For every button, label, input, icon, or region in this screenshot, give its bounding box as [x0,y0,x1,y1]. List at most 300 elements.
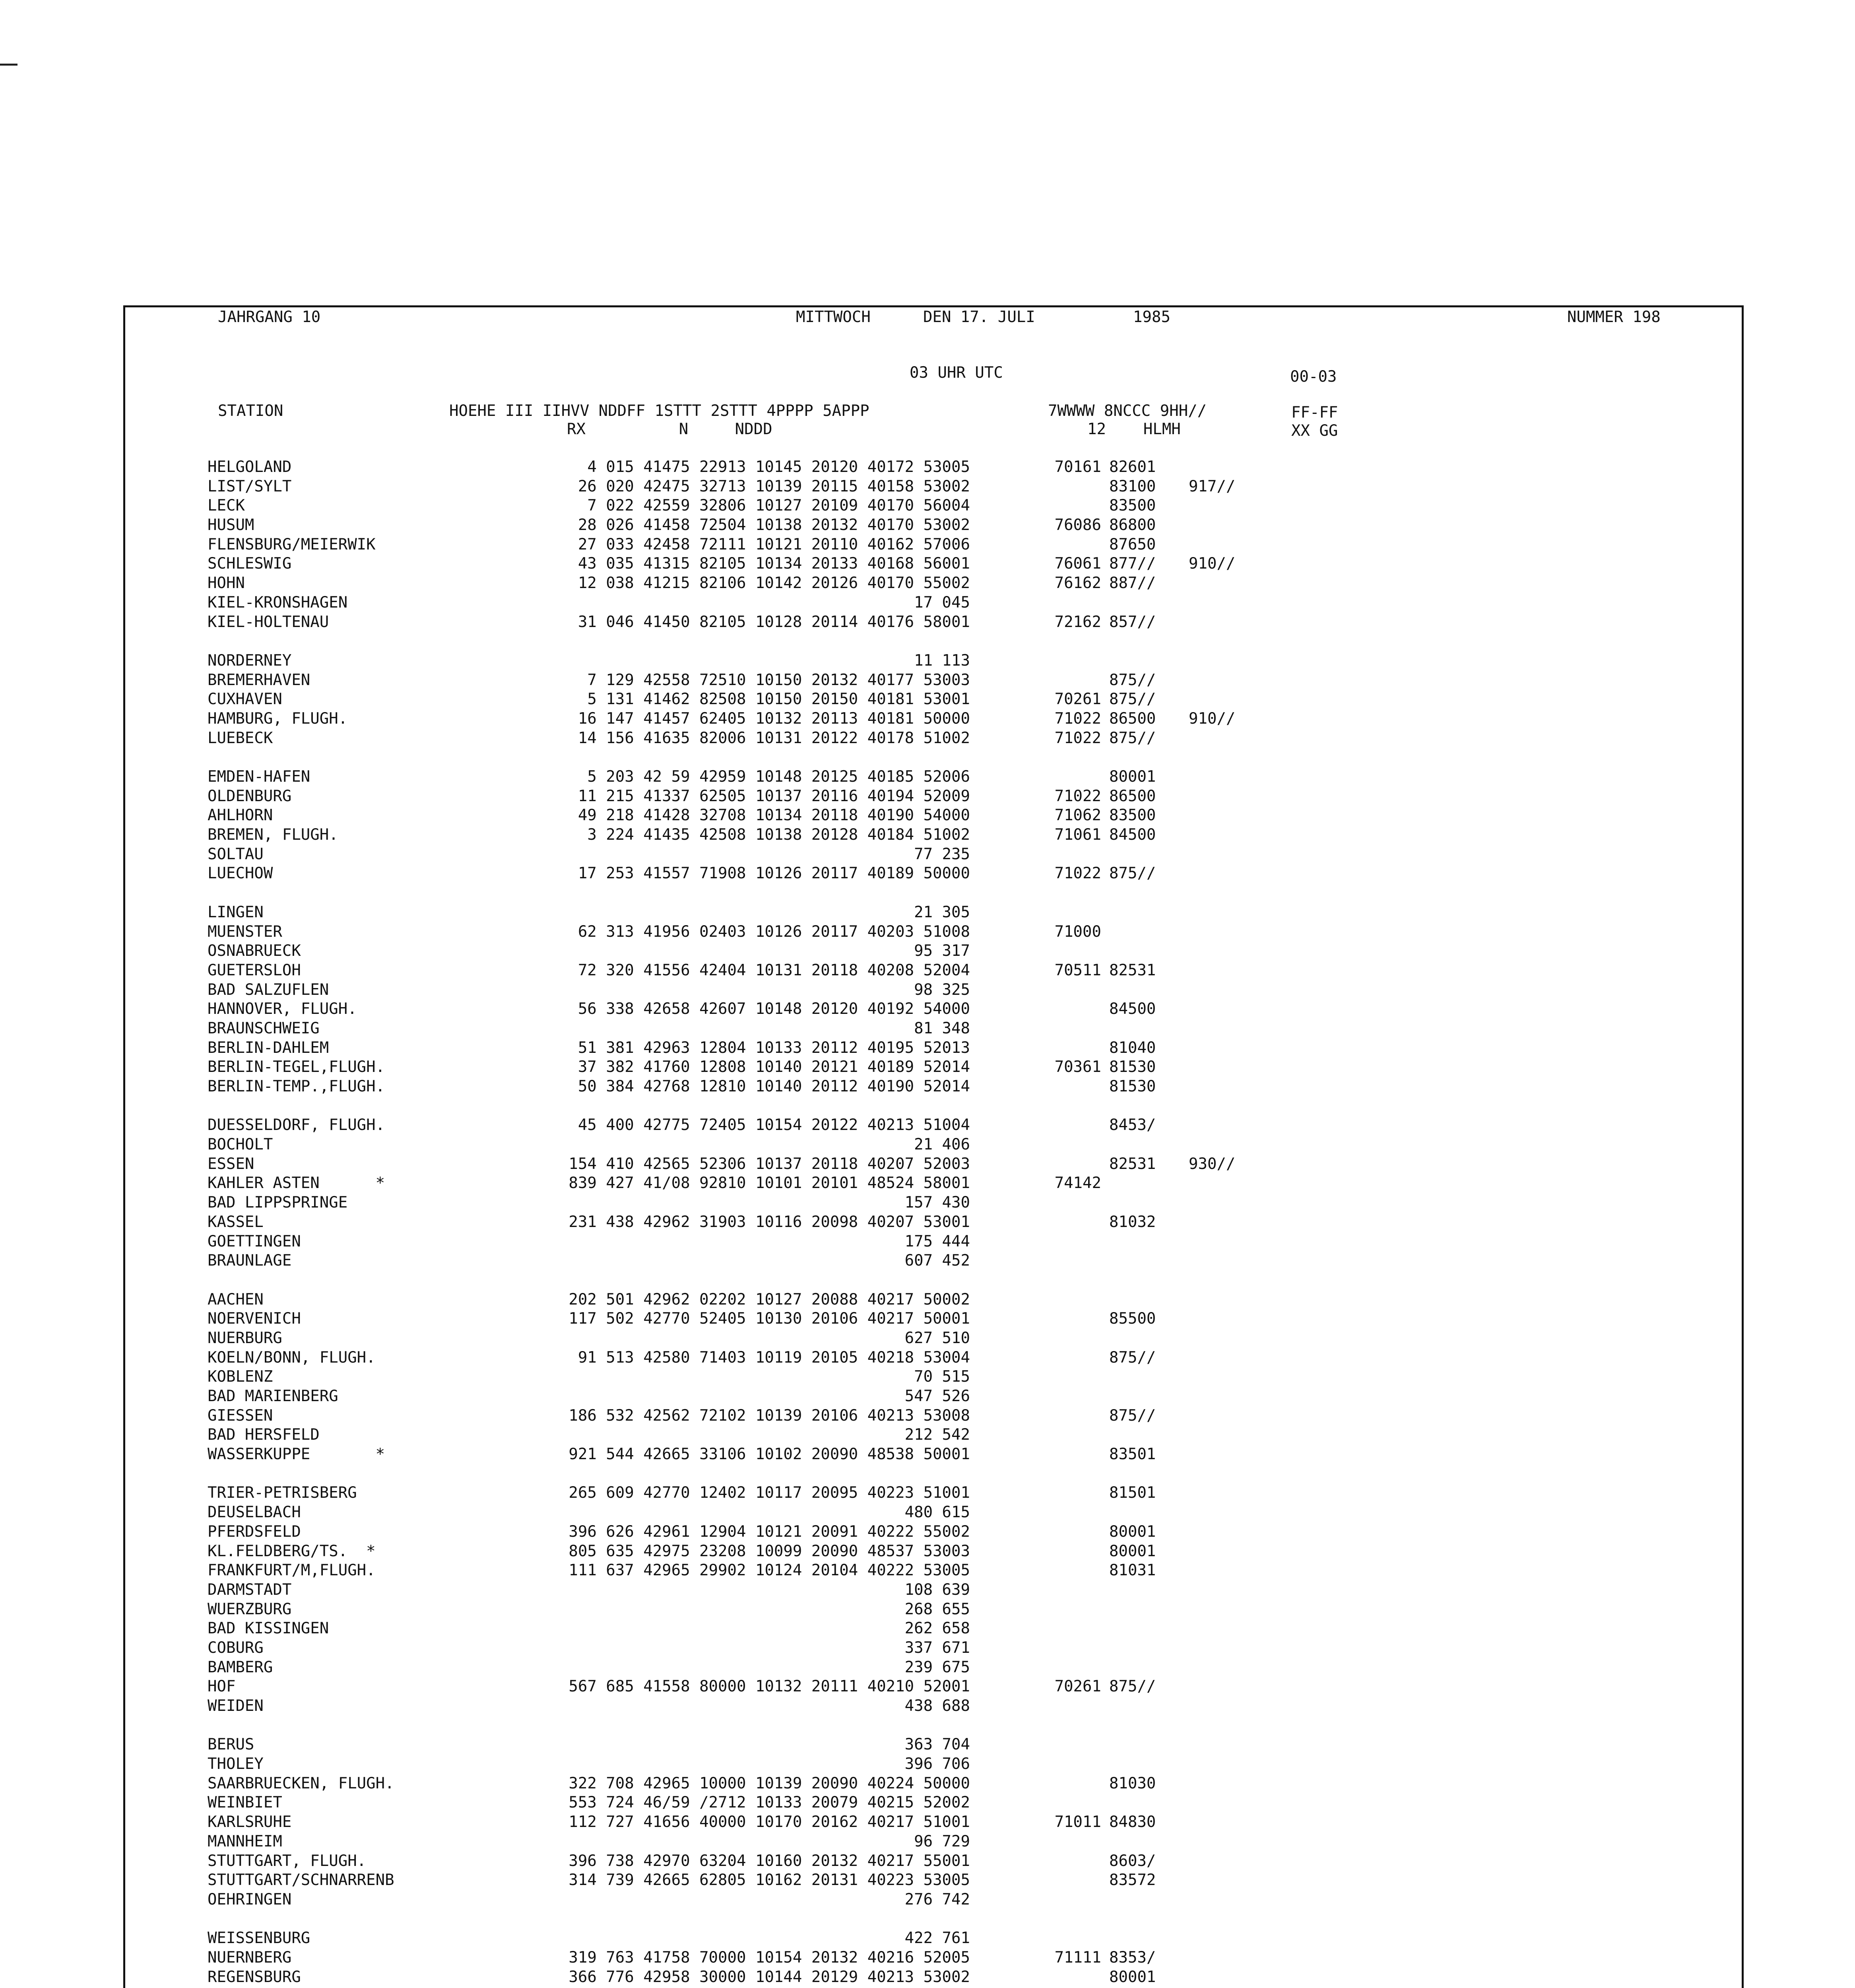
station-c9 [1189,1058,1235,1077]
station-code: 396 706 [904,1755,970,1773]
station-c7: 71062 [1054,806,1101,825]
station-code: 239 675 [904,1658,970,1676]
station-c8 [1109,922,1156,942]
station-name: SAARBRUECKEN, FLUGH. [208,1774,394,1792]
station-c8 [1109,1697,1156,1716]
station-c7 [1034,845,1101,864]
station-name: BAD HERSFELD [208,1426,320,1444]
station-c8: 84500 [1109,826,1156,844]
station-code: 366 776 42958 30000 10144 20129 40213 53002 [569,1968,970,1986]
station-name: BAD SALZUFLEN [208,980,329,999]
weekday-label: MITTWOCH [796,308,871,326]
station-c8 [1109,1619,1156,1639]
station-code: 276 742 [904,1890,970,1908]
station-c7 [1034,1697,1101,1716]
station-name: HELGOLAND [208,458,292,476]
station-name: COBURG [208,1639,264,1657]
station-c9 [1189,1813,1235,1832]
station-c9 [1189,613,1235,632]
station-c8: 81530 [1109,1058,1156,1076]
group-spacer [208,1097,394,1116]
station-code: 5 131 41462 82508 10150 20150 40181 53001 [587,690,970,709]
station-c7 [1034,535,1101,555]
station-c7 [1034,1309,1101,1329]
station-c9 [1189,1522,1235,1542]
station-c8 [1109,1890,1156,1910]
station-c7 [1034,1774,1101,1794]
station-c8 [1109,1174,1156,1193]
group-heading-2: 12 HLMH [1087,420,1181,438]
station-c9 [1189,1697,1235,1716]
station-c8 [1109,1658,1156,1677]
station-code: 95 317 [914,942,970,960]
station-code: 43 035 41315 82105 10134 20133 40168 56001 [578,555,970,573]
station-code: 14 156 41635 82006 10131 20122 40178 51002 [578,729,970,747]
station-c9 [1189,845,1235,864]
group-spacer [208,748,394,767]
group-spacer [1109,1464,1156,1484]
year-label: 1985 [1133,308,1170,326]
station-c7: 71061 [1054,826,1101,844]
station-name: NORDERNEY [208,651,292,670]
station-c7 [1034,1600,1101,1619]
station-code: 175 444 [904,1232,970,1250]
station-code: 567 685 41558 80000 10132 20111 40210 52001 [569,1677,970,1696]
station-code: 4 015 41475 22913 10145 20120 40172 53005 [587,458,970,476]
station-name: GOETTINGEN [208,1232,301,1250]
group-spacer [441,1097,970,1116]
station-c8: 83572 [1109,1871,1156,1889]
station-c9 [1189,1193,1235,1213]
station-code: 265 609 42770 12402 10117 20095 40223 51001 [569,1484,970,1502]
station-code: 72 320 41556 42404 10131 20118 40208 52004 [578,961,970,979]
station-name: HOF [208,1677,236,1696]
station-c9 [1189,1425,1235,1445]
station-c8 [1109,1793,1156,1813]
station-name: GIESSEN [208,1406,273,1425]
station-code: 28 026 41458 72504 10138 20132 40170 53002 [578,516,970,534]
station-c7 [1034,477,1101,497]
station-c8: 875// [1109,864,1156,883]
station-c9 [1189,1890,1235,1910]
station-c9 [1189,1000,1235,1019]
station-name: HAMBURG, FLUGH. [208,709,348,728]
station-c7: 70361 [1054,1058,1101,1076]
station-code: 117 502 42770 52405 10130 20106 40217 50001 [569,1310,970,1328]
station-code: 480 615 [904,1503,970,1522]
station-c7 [1034,1445,1101,1464]
station-name: OLDENBURG [208,787,292,805]
station-c8 [1109,942,1156,961]
station-c9 [1189,1174,1235,1193]
station-name: BERUS [208,1736,254,1754]
station-c8 [1109,1755,1156,1774]
station-name: KOBLENZ [208,1368,273,1386]
station-code: 839 427 41/08 92810 10101 20101 48524 58001 [569,1174,970,1192]
group-spacer [1034,1716,1101,1736]
station-name: NUERBURG [208,1329,282,1347]
station-c7 [1034,1619,1101,1639]
station-c9 [1189,1600,1235,1619]
station-c8: 83100 [1109,477,1156,495]
station-c9 [1189,1542,1235,1561]
station-c8: 82531 [1109,1155,1156,1173]
station-c7: 76162 [1054,574,1101,592]
group-spacer [1109,1910,1156,1929]
group-spacer [1109,1097,1156,1116]
group-spacer [1034,1097,1101,1116]
crop-mark [0,64,17,66]
station-c8: 857// [1109,613,1156,631]
group-spacer [1034,883,1101,903]
station-c8 [1109,1135,1156,1155]
group-spacer [441,748,970,767]
station-c7 [1034,1387,1101,1406]
station-c9 [1189,1639,1235,1658]
station-c7 [1034,980,1101,1000]
station-code: 157 430 [904,1194,970,1212]
station-c7: 70261 [1054,1677,1101,1696]
station-code: 921 544 42665 33106 10102 20090 48538 50001 [569,1445,970,1464]
station-c9: 917// [1189,477,1236,495]
station-c7 [1034,1348,1101,1368]
station-name: KIEL-KRONSHAGEN [208,593,348,612]
station-name: BRAUNLAGE [208,1252,292,1270]
station-name: NUERNBERG [208,1948,292,1967]
station-c9 [1189,1503,1235,1522]
station-c8: 81032 [1109,1213,1156,1231]
station-code: 111 637 42965 29902 10124 20104 40222 53005 [569,1561,970,1580]
group-spacer [1109,748,1156,767]
station-code: 12 038 41215 82106 10142 20126 40170 55002 [578,574,970,592]
volume-label: JAHRGANG 10 [218,308,321,326]
station-name: BERLIN-TEMP.,FLUGH. [208,1077,385,1095]
station-c9 [1189,1832,1235,1852]
station-c9 [1189,1929,1235,1948]
station-name: KAHLER ASTEN * [208,1174,385,1192]
station-c7 [1034,942,1101,961]
station-name: TRIER-PETRISBERG [208,1484,357,1502]
station-c7 [1034,1406,1101,1426]
station-code: 108 639 [904,1580,970,1599]
station-code: 11 215 41337 62505 10137 20116 40194 52009 [578,787,970,805]
station-code: 11 113 [914,651,970,670]
code-heading-2: RX N NDDD [567,420,772,438]
station-code: 805 635 42975 23208 10099 20090 48537 53003 [569,1542,970,1560]
station-name: MANNHEIM [208,1832,282,1850]
station-name: ESSEN [208,1155,254,1173]
station-name: EMDEN-HAFEN [208,768,310,786]
station-c9 [1189,864,1235,883]
station-code: 49 218 41428 32708 10134 20118 40190 54000 [578,806,970,825]
station-c8: 875// [1109,729,1156,747]
station-c8 [1109,1019,1156,1039]
station-c7: 76086 [1054,516,1101,534]
station-c7 [1034,1561,1101,1580]
station-name: BAD KISSINGEN [208,1619,329,1638]
station-c7 [1034,1039,1101,1058]
station-c8 [1109,1329,1156,1348]
station-c8: 86800 [1109,516,1156,534]
station-c9 [1189,980,1235,1000]
station-c8 [1109,1600,1156,1619]
station-code: 21 305 [914,903,970,921]
station-c8 [1109,1425,1156,1445]
station-c9 [1189,1348,1235,1368]
station-c9 [1189,458,1235,477]
station-name: HUSUM [208,516,254,534]
station-c7: 76061 [1054,555,1101,573]
station-c8: 875// [1109,690,1156,709]
station-c7 [1034,1890,1101,1910]
station-c9 [1189,1406,1235,1426]
extra-heading-2: XX GG [1291,422,1338,440]
station-c9 [1189,1367,1235,1387]
station-code: 547 526 [904,1387,970,1405]
station-c7 [1034,1116,1101,1135]
station-name: HOHN [208,574,245,592]
station-c9 [1189,961,1235,980]
station-c7 [1034,1019,1101,1039]
station-c9 [1189,1329,1235,1348]
group-spacer [208,1464,394,1484]
station-c8: 877// [1109,555,1156,573]
station-name: HANNOVER, FLUGH. [208,1000,357,1018]
station-name: LIST/SYLT [208,477,292,495]
station-code: 396 738 42970 63204 10160 20132 40217 55001 [569,1852,970,1870]
station-name: DARMSTADT [208,1580,292,1599]
group-spacer [1189,1271,1235,1290]
station-code: 322 708 42965 10000 10139 20090 40224 50000 [569,1774,970,1792]
station-c7 [1034,1367,1101,1387]
station-name: KIEL-HOLTENAU [208,613,329,631]
station-name: REGENSBURG [208,1968,301,1986]
station-c9 [1189,1619,1235,1639]
station-code: 319 763 41758 70000 10154 20132 40216 52005 [569,1948,970,1967]
station-name: WUERZBURG [208,1600,292,1618]
station-code: 422 761 [904,1929,970,1947]
group-spacer [208,883,394,903]
station-c8 [1109,1367,1156,1387]
group-8-column [1109,458,1156,1988]
synop-code-column [441,458,970,1988]
station-code: 112 727 41656 40000 10170 20162 40217 51001 [569,1813,970,1831]
station-c9 [1189,767,1235,787]
station-c8 [1109,1832,1156,1852]
station-c7 [1034,1929,1101,1948]
station-c9 [1189,1793,1235,1813]
station-name: DUESSELDORF, FLUGH. [208,1116,385,1134]
station-c9 [1189,1039,1235,1058]
station-c8 [1109,1503,1156,1522]
station-name: MUENSTER [208,922,282,941]
group-spacer [1034,1271,1101,1290]
station-c9: 910// [1189,709,1236,728]
station-c9 [1189,1677,1235,1697]
station-c8 [1109,1639,1156,1658]
observation-time: 03 UHR UTC [910,364,1003,382]
station-c8: 81030 [1109,1774,1156,1792]
station-name: PFERDSFELD [208,1522,301,1541]
station-name: FRANKFURT/M,FLUGH. [208,1561,376,1580]
station-c8: 81501 [1109,1484,1156,1502]
station-c9 [1189,1116,1235,1135]
group-spacer [1109,1716,1156,1736]
station-c7: 70261 [1054,690,1101,709]
station-c8 [1109,1735,1156,1755]
station-c8: 84500 [1109,1000,1156,1018]
station-c7 [1034,1232,1101,1252]
station-c8: 80001 [1109,1542,1156,1560]
station-c8: 875// [1109,1406,1156,1425]
station-c9 [1189,1387,1235,1406]
station-code: 45 400 42775 72405 10154 20122 40213 51004 [578,1116,970,1134]
station-c7 [1034,1000,1101,1019]
station-c8 [1109,1232,1156,1252]
station-code: 56 338 42658 42607 10148 20120 40192 54000 [578,1000,970,1018]
station-c8 [1109,903,1156,922]
station-name: WEISSENBURG [208,1929,310,1947]
station-c7: 70161 [1054,458,1101,476]
station-c9: 930// [1189,1155,1236,1173]
issue-number: NUMMER 198 [1567,308,1661,326]
station-code: 3 224 41435 42508 10138 20128 40184 51002 [587,826,970,844]
station-c8: 85500 [1109,1310,1156,1328]
station-name: BREMERHAVEN [208,671,310,689]
station-name: BERLIN-TEGEL,FLUGH. [208,1058,385,1076]
station-c7: 71022 [1054,864,1101,883]
station-c9 [1189,1251,1235,1271]
station-c7 [1034,1639,1101,1658]
station-name: STUTTGART/SCHNARRENB [208,1871,394,1889]
station-c8: 80001 [1109,1968,1156,1986]
station-name: KASSEL [208,1213,264,1231]
station-code: 91 513 42580 71403 10119 20105 40218 53004 [578,1348,970,1367]
station-c7 [1034,1251,1101,1271]
station-c8 [1109,1929,1156,1948]
station-c9 [1189,1232,1235,1252]
period-label: 00-03 [1290,368,1337,386]
station-name: OSNABRUECK [208,942,301,960]
station-c8 [1109,1193,1156,1213]
station-name: BAD LIPPSPRINGE [208,1194,348,1212]
group-spacer [1189,1464,1235,1484]
station-name: BAD MARIENBERG [208,1387,338,1405]
station-c7 [1034,1755,1101,1774]
station-code: 81 348 [914,1019,970,1037]
group-spacer [441,1910,970,1929]
station-c9 [1189,1735,1235,1755]
station-c7 [1034,903,1101,922]
station-c9 [1189,690,1235,709]
station-code: 268 655 [904,1600,970,1618]
station-c9 [1189,1580,1235,1600]
station-c7 [1034,1425,1101,1445]
station-code: 363 704 [904,1736,970,1754]
station-name: WASSERKUPPE * [208,1445,385,1464]
station-c7 [1034,1155,1101,1174]
station-c9 [1189,535,1235,555]
station-c7 [1034,1290,1101,1310]
station-c8 [1109,651,1156,671]
station-c8: 83500 [1109,806,1156,825]
group-spacer [1034,748,1101,767]
station-c7 [1034,1077,1101,1097]
station-code: 31 046 41450 82105 10128 20114 40176 58001 [578,613,970,631]
station-code: 607 452 [904,1252,970,1270]
station-c9 [1189,922,1235,942]
group-heading-1: 7WWWW 8NCCC 9HH// [1048,402,1207,420]
station-c9 [1189,1774,1235,1794]
station-c8: 83500 [1109,497,1156,515]
group-spacer [1189,632,1235,651]
station-name: AACHEN [208,1290,264,1309]
station-code: 17 253 41557 71908 10126 20117 40189 50000 [578,864,970,883]
station-c7 [1034,1522,1101,1542]
station-c9 [1189,1445,1235,1464]
station-code: 202 501 42962 02202 10127 20088 40217 50002 [569,1290,970,1309]
station-code: 7 022 42559 32806 10127 20109 40170 56004 [587,497,970,515]
station-c8: 875// [1109,1348,1156,1367]
station-c7: 71111 [1054,1948,1101,1967]
station-c9 [1189,1077,1235,1097]
code-heading-1: HOEHE III IIHVV NDDFF 1STTT 2STTT 4PPPP 5APPP [449,402,869,420]
group-9-column [1189,458,1235,1988]
group-spacer [441,632,970,651]
station-c9 [1189,1290,1235,1310]
station-name: KOELN/BONN, FLUGH. [208,1348,376,1367]
station-name: OEHRINGEN [208,1890,292,1908]
station-name: WEINBIET [208,1794,282,1812]
station-c8 [1109,593,1156,613]
station-name: BOCHOLT [208,1136,273,1154]
station-code: 5 203 42 59 42959 10148 20125 40185 52006 [587,768,970,786]
station-c7 [1034,1735,1101,1755]
station-c9 [1189,1561,1235,1580]
station-c9 [1189,574,1235,593]
station-c7 [1034,593,1101,613]
station-c8: 84830 [1109,1813,1156,1831]
station-c9 [1189,1968,1235,1987]
station-code: 438 688 [904,1697,970,1715]
station-c7 [1034,1135,1101,1155]
group-spacer [208,632,394,651]
group-7-column [1034,458,1101,1988]
station-c8 [1109,1251,1156,1271]
group-spacer [1189,1097,1235,1116]
station-c9 [1189,825,1235,845]
group-spacer [1189,1716,1235,1736]
station-c8: 8453/ [1109,1116,1156,1134]
station-code: 70 515 [914,1368,970,1386]
station-c9 [1189,806,1235,825]
station-c8: 80001 [1109,768,1156,786]
station-c8 [1109,1290,1156,1310]
station-c7: 71022 [1054,709,1101,728]
station-c9 [1189,651,1235,671]
station-c7: 71000 [1054,922,1101,941]
group-spacer [1109,1271,1156,1290]
station-code: 553 724 46/59 /2712 10133 20079 40215 52002 [569,1794,970,1812]
station-name: CUXHAVEN [208,690,282,709]
station-c7: 72162 [1054,613,1101,631]
group-spacer [441,1464,970,1484]
station-c9 [1189,903,1235,922]
group-spacer [1109,883,1156,903]
station-name: THOLEY [208,1755,264,1773]
station-code: 212 542 [904,1426,970,1444]
station-c8: 8603/ [1109,1852,1156,1870]
